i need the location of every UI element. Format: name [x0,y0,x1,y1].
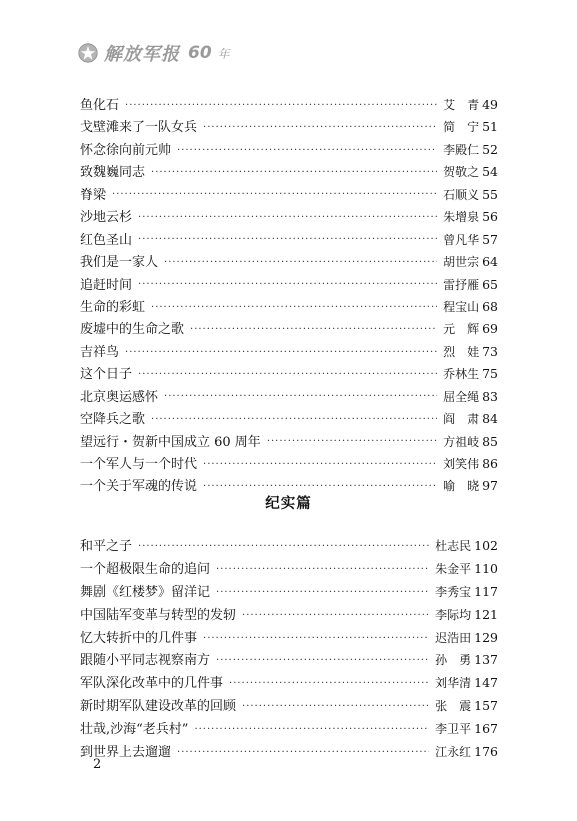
entry-title: 红色圣山 [80,232,133,248]
toc-entry[interactable] [80,627,498,650]
dot-leader [138,541,429,552]
newspaper-title: 解放军报 [104,44,180,65]
entry-author: 屈全绳 [443,389,480,404]
toc-entry[interactable] [80,229,498,251]
dot-leader [190,324,437,335]
toc-entry[interactable] [80,139,498,161]
entry-page: 57 [482,231,498,247]
toc-entry[interactable] [80,341,498,363]
entry-page: 157 [474,698,498,714]
entry-title: 空降兵之歌 [80,412,146,428]
page-number: 2 [93,757,102,772]
toc-entry[interactable] [80,386,498,408]
toc-entry[interactable] [80,453,498,475]
entry-author: 雷抒雁 [443,277,480,292]
toc-entry[interactable] [80,206,498,228]
dot-leader [125,100,437,111]
entry-author: 李殿仁 [443,142,480,157]
entry-page: 83 [482,388,498,404]
toc-entry[interactable] [80,741,498,764]
entry-page: 49 [482,97,498,112]
toc-entry[interactable] [80,695,498,718]
entry-author: 李卫平 [435,722,472,737]
entry-author: 阎 肃 [443,412,480,427]
entry-author: 朱金平 [435,561,472,576]
toc-entry[interactable] [80,274,498,296]
entry-page: 52 [482,141,498,157]
dot-leader [177,747,429,758]
running-header [78,40,230,66]
entry-author: 元 辉 [443,322,480,337]
entry-author: 方祖岐 [443,434,480,449]
entry-title: 新时期军队建设改革的回顾 [80,699,237,715]
entry-title: 废墟中的生命之歌 [80,322,185,338]
toc-entry[interactable] [80,581,498,604]
dot-leader [151,414,437,425]
entry-author: 刘笑伟 [443,457,480,471]
dot-leader [267,436,437,447]
entry-author: 曾凡华 [443,232,480,247]
entry-author: 江永红 [435,745,472,760]
entry-page: 137 [474,652,498,668]
toc-entry[interactable] [80,649,498,672]
entry-title: 这个日子 [80,367,133,383]
dot-leader [151,167,437,178]
dot-leader [194,724,429,735]
dot-leader [138,212,437,223]
toc-entry[interactable] [80,672,498,695]
dot-leader [177,145,437,156]
entry-page: 167 [474,721,498,737]
entry-title: 到世界上去遛遛 [80,745,172,761]
toc-entry[interactable] [80,296,498,318]
entry-title: 吉祥鸟 [80,344,120,360]
entry-page: 85 [482,433,498,449]
toc-entry[interactable] [80,718,498,741]
entry-title: 跟随小平同志视察南方 [80,653,211,669]
toc-entry[interactable] [80,604,498,627]
section-heading: 纪实篇 [265,496,312,512]
dot-leader [216,655,429,666]
army-star-emblem-icon [78,43,98,63]
entry-page: 97 [482,478,498,494]
dot-leader [203,459,437,470]
entry-page: 75 [482,366,498,382]
entry-author: 杜志民 [435,539,472,553]
entry-author: 贺敬之 [443,165,480,180]
toc-entry[interactable] [80,535,498,558]
dot-leader [229,678,429,689]
entry-page: 56 [482,209,498,225]
entry-author: 刘华清 [435,676,472,691]
entry-page: 102 [474,538,498,553]
entry-page: 129 [474,629,498,645]
entry-title: 追赶时间 [80,277,133,293]
toc-entry[interactable] [80,318,498,340]
entry-title: 我们是一家人 [80,255,159,271]
entry-title: 舞剧《红楼梦》留洋记 [80,584,211,600]
entry-page: 51 [482,119,498,135]
entry-author: 艾 青 [443,98,480,112]
anniversary-number: 60 [188,43,212,63]
dot-leader [203,633,429,644]
entry-author: 李秀宝 [435,584,472,599]
entry-title: 北京奥运感怀 [80,389,159,405]
dot-leader [151,302,437,313]
entry-author: 迟浩田 [435,630,472,645]
entry-page: 176 [474,744,498,760]
entry-title: 沙地云杉 [80,210,133,226]
entry-page: 69 [482,321,498,337]
dot-leader [216,564,429,575]
dot-leader [242,610,429,621]
anniversary-suffix: 年 [217,46,230,61]
entry-title: 一个关于军魂的传说 [80,479,198,495]
entry-page: 68 [482,298,498,314]
entry-title: 和平之子 [80,539,133,554]
entry-title: 致魏巍同志 [80,165,146,181]
dot-leader [216,587,429,598]
entry-author: 喻 晓 [443,479,480,494]
entry-page: 64 [482,254,498,270]
entry-title: 脊梁 [80,187,107,203]
toc-entry[interactable] [80,408,498,430]
dot-leader [164,391,437,402]
dot-leader [203,122,437,133]
entry-author: 孙 勇 [435,653,472,668]
toc-entry[interactable] [80,161,498,183]
entry-title: 中国陆军变革与转型的发轫 [80,607,237,623]
toc-entry[interactable] [80,94,498,116]
toc-entry[interactable] [80,558,498,581]
entry-title: 一个超极限生命的追问 [80,561,211,577]
entry-title: 鱼化石 [80,98,120,113]
entry-page: 86 [482,456,498,471]
entry-author: 烈 娃 [443,344,480,359]
entry-title: 生命的彩虹 [80,299,146,315]
entry-page: 55 [482,186,498,202]
entry-author: 石顺义 [443,187,480,202]
entry-page: 121 [474,606,498,622]
entry-author: 乔林生 [443,367,480,382]
dot-leader [138,369,437,380]
entry-author: 简 宁 [443,120,480,135]
toc-entry[interactable] [80,363,498,385]
entry-page: 147 [474,675,498,691]
entry-page: 117 [474,583,498,599]
entry-author: 李际均 [435,607,472,622]
entry-title: 军队深化改革中的几件事 [80,676,224,692]
entry-author: 胡世宗 [443,255,480,270]
entry-title: 忆大转折中的几件事 [80,630,198,646]
entry-title: 怀念徐向前元帅 [80,142,172,158]
dot-leader [138,279,437,290]
dot-leader [125,347,437,358]
dot-leader [242,701,429,712]
entry-title: 一个军人与一个时代 [80,457,198,472]
toc-entry[interactable] [80,431,498,453]
toc-entry[interactable] [80,251,498,273]
toc-list-documentary [80,535,498,764]
entry-author: 张 震 [435,699,472,714]
entry-author: 程宝山 [443,299,480,314]
entry-title: 戈壁滩来了一队女兵 [80,120,198,136]
entry-page: 84 [482,411,498,427]
entry-author: 朱增泉 [443,210,480,225]
toc-entry[interactable] [80,116,498,138]
toc-entry[interactable] [80,184,498,206]
toc-list-poetry [80,94,498,498]
entry-title: 望远行・贺新中国成立 60 周年 [80,434,261,450]
dot-leader [164,257,437,268]
entry-page: 110 [474,560,498,576]
entry-title: 壮哉,沙海“老兵村” [80,722,189,738]
dot-leader [112,189,437,200]
dot-leader [138,234,437,245]
entry-page: 73 [482,343,498,359]
entry-page: 54 [482,164,498,180]
dot-leader [203,481,437,492]
entry-page: 65 [482,276,498,292]
